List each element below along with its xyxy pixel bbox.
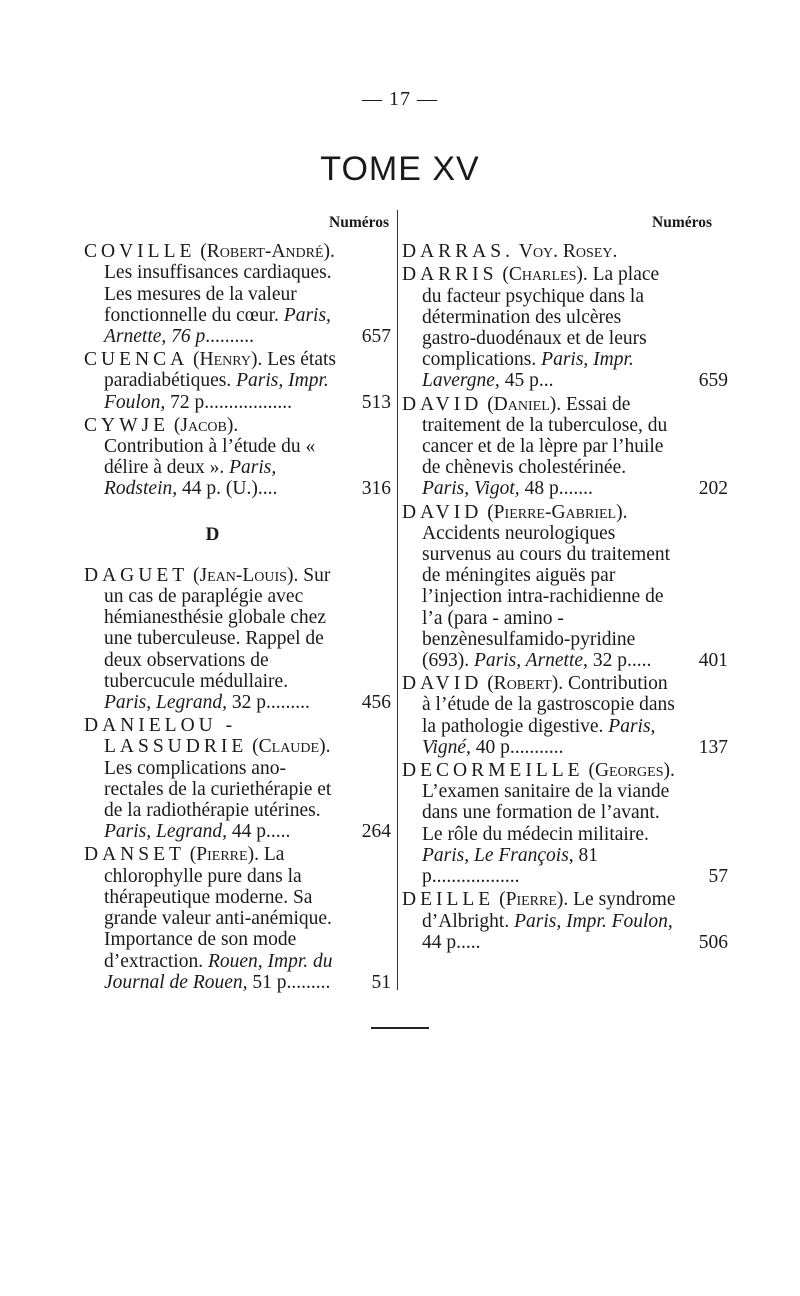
entry-body: [60, 349, 405, 413]
bibliography-entry: [60, 715, 405, 842]
bibliography-entry: [60, 565, 405, 713]
author-surname: CYWJE: [84, 414, 169, 436]
author-surname: DANIELOU - LASSUDRIE: [84, 715, 248, 758]
entry-title: Les insuffisances cardiaques. Les mesures de la valeur fonctionnelle du cœur.: [104, 262, 332, 326]
page-count: 81 p: [422, 844, 599, 888]
dot-leader: .........: [286, 971, 331, 993]
author-surname: CUENCA: [84, 349, 189, 371]
entry-number: 401: [698, 650, 728, 672]
author-firstname: (Georges).: [588, 760, 675, 782]
page-count: 32 p: [592, 650, 627, 672]
entry-number: 51: [371, 971, 391, 993]
entry-body: [398, 394, 728, 500]
author-surname: COVILLE: [84, 241, 196, 263]
entry-number: 456: [361, 692, 391, 714]
entry-title: La chlorophylle pure dans la thérapeutique moderne. Sa grande valeur anti-anémique. Importance de son mode d’extraction.: [104, 844, 332, 972]
entry-title: Accidents neurologiques survenus au cours du traitement de méningites aiguës par l’injection intra-rachidienne de l’a (para - amino - benzènesulfamido-pyridine (693).: [422, 522, 671, 672]
bibliography-entry: [60, 415, 405, 500]
entry-title: La place du facteur psychique dans la détermination des ulcères gastro-duodénaux et de leurs complications.: [422, 264, 660, 371]
entry-title: Le syndrome d’Albright.: [422, 889, 676, 932]
page-count: 40 p: [475, 736, 510, 758]
publisher: Paris, Impr. Foulon,: [514, 910, 673, 932]
entry-number: 513: [361, 391, 391, 413]
author-firstname: (Pierre).: [189, 844, 259, 866]
entry-title: Contribution à l’étude du « délire à deux ».: [104, 436, 316, 479]
page-title: TOME XV: [320, 150, 480, 188]
dot-leader: .....: [626, 650, 652, 672]
page-count: 72 p: [170, 391, 205, 413]
entry-body: [398, 241, 728, 262]
section-letter: D: [205, 523, 220, 545]
entry-title: Les états paradiabétiques.: [104, 349, 336, 392]
entry-number: 57: [708, 866, 728, 888]
dot-leader: ..........: [205, 326, 255, 348]
bibliography-entry: [398, 241, 728, 262]
bibliography-entry: [60, 241, 405, 347]
page-count: 44 p. (U.): [182, 478, 258, 500]
author-surname: DAVID: [402, 501, 483, 523]
entry-number: 264: [361, 821, 391, 843]
author-surname: DAVID: [402, 673, 483, 695]
dot-leader: ..................: [204, 391, 292, 413]
bibliography-entry: [398, 889, 728, 953]
entries-before-section: [60, 241, 405, 499]
author-firstname: (Robert).: [487, 673, 564, 695]
entry-number: 657: [361, 326, 391, 348]
author-surname: DEILLE: [402, 889, 495, 911]
publisher: Paris, Rodstein,: [104, 457, 277, 500]
author-surname: DAVID: [402, 393, 483, 415]
dot-leader: ...........: [509, 736, 564, 758]
entry-number: 137: [698, 736, 728, 758]
entry-title: Sur un cas de paraplégie avec hémianesthésie globale chez une tuberculeuse. Rappel de deux observations de tubercucule médullaire.: [104, 564, 331, 692]
entry-number: 659: [698, 370, 728, 392]
dot-leader: ..................: [431, 866, 520, 888]
entry-title: Les complications ano-rectales de la curiethérapie et de la radiothérapie utérines.: [104, 757, 332, 822]
entry-body: [398, 264, 728, 391]
column-header: Numéros: [652, 214, 712, 231]
publisher: Paris, Le François,: [422, 844, 574, 866]
publisher: Paris, Legrand,: [104, 821, 227, 843]
dot-leader: .....: [456, 931, 481, 953]
author-surname: DANSET: [84, 844, 185, 866]
dot-leader: ....: [257, 478, 278, 500]
column-header: Numéros: [329, 214, 389, 231]
author-surname: DAGUET: [84, 564, 189, 586]
entry-body: [60, 415, 405, 500]
author-firstname: Voy. Rosey.: [518, 241, 618, 263]
page-count: 45 p: [504, 370, 539, 392]
entry-body: [60, 715, 405, 842]
entry-body: [398, 889, 728, 953]
right-entries: [398, 241, 728, 953]
author-surname: DARRAS.: [402, 241, 514, 263]
publisher: Paris, Arnette, 76 p: [104, 304, 331, 348]
publisher: Paris, Vigot,: [422, 478, 520, 500]
entry-body: [398, 760, 728, 887]
bibliography-entry: [398, 394, 728, 500]
publisher: Paris, Arnette,: [474, 650, 588, 672]
dot-leader: .........: [265, 692, 310, 714]
author-surname: DARRIS: [402, 264, 498, 286]
right-column: [398, 212, 728, 955]
bibliography-entry: [398, 760, 728, 887]
bibliography-entry: [398, 673, 728, 758]
entry-body: [60, 565, 405, 713]
entry-number: 316: [361, 478, 391, 500]
entry-body: [60, 844, 405, 992]
dot-leader: .....: [265, 821, 291, 843]
page-count: 48 p: [524, 478, 559, 500]
entry-number: 506: [698, 931, 728, 953]
page-count: 51 p: [252, 971, 287, 993]
entry-number: 202: [698, 478, 728, 500]
bibliography-entry: [60, 844, 405, 992]
entry-body: [398, 673, 728, 758]
bibliography-entry: [398, 264, 728, 391]
author-firstname: (Jacob).: [173, 414, 239, 436]
entries-after-section: [60, 565, 405, 993]
page-count: 44 p: [231, 821, 266, 843]
publisher: Paris, Impr. Foulon,: [104, 370, 329, 413]
entry-title: Essai de traitement de la tuberculose, du cancer et de la lèpre par l’huile de chènevis cholestérinée.: [422, 393, 668, 479]
author-firstname: (Henry).: [193, 349, 263, 371]
publisher: Paris, Legrand,: [104, 692, 227, 714]
entry-body: [60, 241, 405, 347]
page-count: 44 p: [422, 931, 457, 953]
author-firstname: (Pierre-Gabriel).: [487, 501, 628, 523]
page-number: — 17 —: [362, 88, 438, 110]
dot-leader: .......: [558, 478, 593, 500]
page-count: 32 p: [231, 692, 266, 714]
author-firstname: (Claude).: [252, 736, 331, 758]
author-firstname: (Robert-André).: [200, 241, 335, 263]
publisher: Paris, Impr. Lavergne,: [422, 349, 634, 392]
author-firstname: (Daniel).: [487, 393, 562, 415]
left-column: [60, 212, 405, 995]
bibliography-entry: [60, 349, 405, 413]
publisher: Rouen, Impr. du Journal de Rouen,: [104, 950, 333, 993]
entry-title: L’examen sanitaire de la viande dans une formation de l’avant. Le rôle du médecin militaire.: [422, 781, 670, 845]
dot-leader: ...: [538, 370, 554, 392]
publisher: Paris, Vigné,: [422, 715, 656, 758]
author-surname: DECORMEILLE: [402, 760, 584, 782]
author-firstname: (Charles).: [502, 264, 588, 286]
entry-body: [398, 502, 728, 672]
bibliography-entry: [398, 502, 728, 672]
footer-rule: [371, 1027, 429, 1029]
author-firstname: (Jean-Louis).: [193, 564, 299, 586]
entry-title: Contribution à l’étude de la gastroscopie dans la pathologie digestive.: [422, 673, 675, 737]
author-firstname: (Pierre).: [499, 889, 569, 911]
